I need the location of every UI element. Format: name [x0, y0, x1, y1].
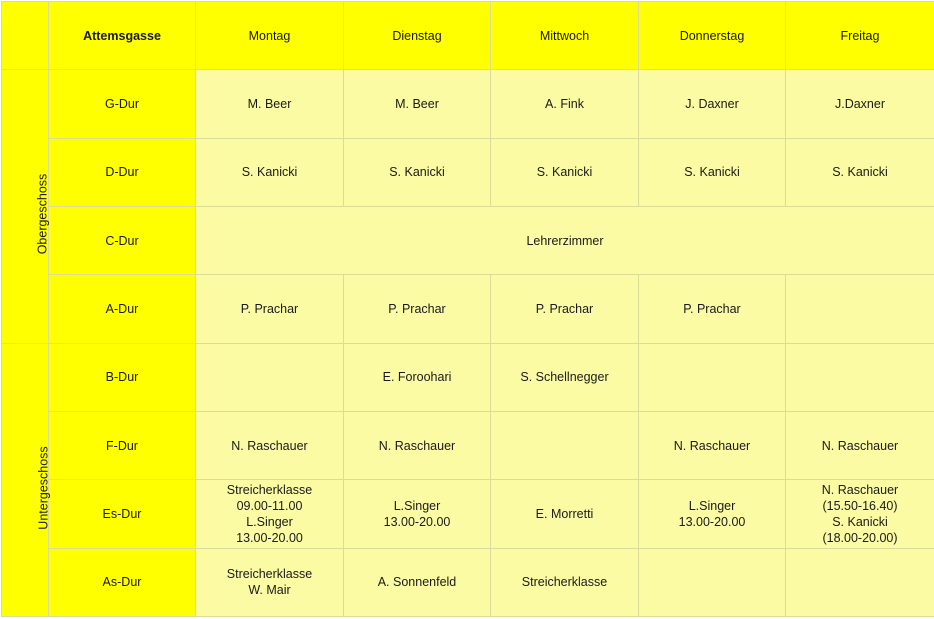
schedule-cell [639, 548, 786, 616]
room-label: B-Dur [49, 343, 196, 411]
corner-cell [2, 2, 49, 70]
schedule-cell: A. Sonnenfeld [344, 548, 491, 616]
schedule-cell: P. Prachar [344, 275, 491, 343]
day-header-tuesday: Dienstag [344, 2, 491, 70]
table-row [2, 70, 934, 138]
room-label: F-Dur [49, 411, 196, 479]
table-row [2, 206, 934, 274]
schedule-cell: S. Schellnegger [491, 343, 639, 411]
schedule-cell: N. Raschauer (15.50-16.40) S. Kanicki (18.00-20.00) [786, 480, 934, 548]
schedule-cell: E. Foroohari [344, 343, 491, 411]
schedule-cell: Streicherklasse 09.00-11.00 L.Singer 13.00-20.00 [196, 480, 344, 548]
table-row [2, 480, 934, 548]
schedule-cell: M. Beer [344, 70, 491, 138]
room-label: As-Dur [49, 548, 196, 616]
schedule-cell [491, 411, 639, 479]
table-row [2, 275, 934, 343]
schedule-cell: Streicherklasse W. Mair [196, 548, 344, 616]
day-header-thursday: Donnerstag [639, 2, 786, 70]
schedule-cell: P. Prachar [639, 275, 786, 343]
room-label: Es-Dur [49, 480, 196, 548]
floor-label-upper-text: Obergeschoss [34, 174, 50, 255]
schedule-cell [639, 343, 786, 411]
table-row [2, 343, 934, 411]
schedule-cell: S. Kanicki [639, 138, 786, 206]
schedule-cell: N. Raschauer [344, 411, 491, 479]
schedule-cell: N. Raschauer [639, 411, 786, 479]
room-label: G-Dur [49, 70, 196, 138]
schedule-cell: N. Raschauer [786, 411, 934, 479]
schedule-cell: A. Fink [491, 70, 639, 138]
table-row [2, 548, 934, 616]
schedule-cell: L.Singer 13.00-20.00 [344, 480, 491, 548]
schedule-cell: M. Beer [196, 70, 344, 138]
schedule-cell: E. Morretti [491, 480, 639, 548]
table-row [2, 411, 934, 479]
schedule-cell: S. Kanicki [344, 138, 491, 206]
room-schedule-table [1, 1, 934, 617]
schedule-cell: P. Prachar [196, 275, 344, 343]
schedule-cell: P. Prachar [491, 275, 639, 343]
floor-label-lower-text: Untergeschoss [36, 446, 52, 529]
schedule-cell [786, 548, 934, 616]
header-row [2, 2, 934, 70]
floor-label-upper [2, 70, 49, 343]
floor-label-lower [2, 343, 49, 616]
schedule-cell [196, 343, 344, 411]
location-title: Attemsgasse [49, 2, 196, 70]
schedule-cell [786, 275, 934, 343]
room-label: C-Dur [49, 206, 196, 274]
schedule-cell [786, 343, 934, 411]
schedule-cell: L.Singer 13.00-20.00 [639, 480, 786, 548]
schedule-cell: J. Daxner [639, 70, 786, 138]
day-header-monday: Montag [196, 2, 344, 70]
room-label: A-Dur [49, 275, 196, 343]
schedule-cell: S. Kanicki [196, 138, 344, 206]
schedule-cell: S. Kanicki [786, 138, 934, 206]
schedule-cell: Streicherklasse [491, 548, 639, 616]
day-header-friday: Freitag [786, 2, 934, 70]
room-label: D-Dur [49, 138, 196, 206]
schedule-cell: N. Raschauer [196, 411, 344, 479]
schedule-cell: J.Daxner [786, 70, 934, 138]
merged-schedule-cell: Lehrerzimmer [196, 206, 934, 274]
day-header-wednesday: Mittwoch [491, 2, 639, 70]
schedule-cell: S. Kanicki [491, 138, 639, 206]
table-row [2, 138, 934, 206]
